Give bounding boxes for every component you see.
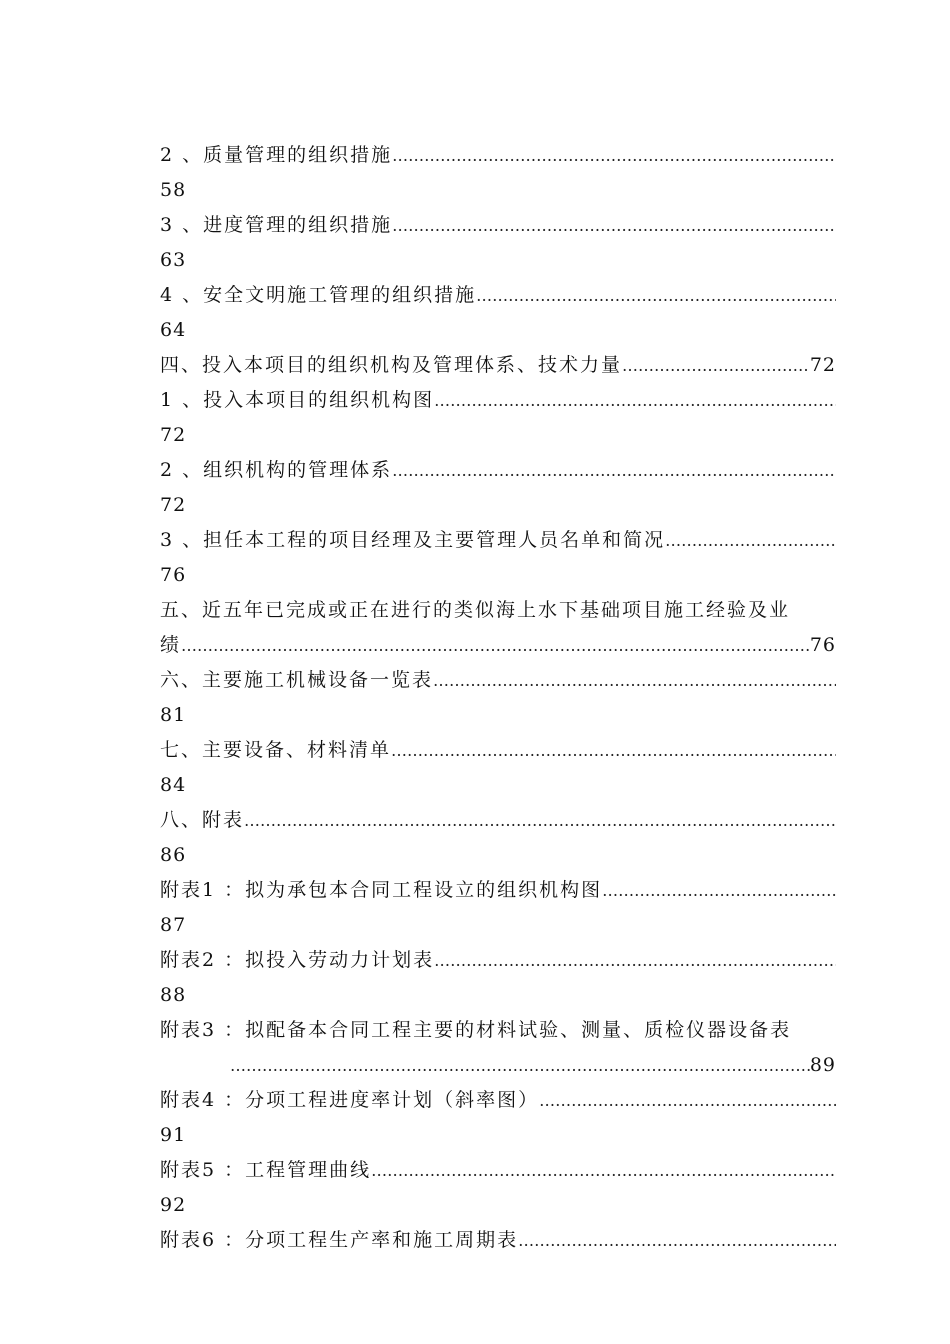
toc-entry-title: 附表4 ：分项工程进度率计划（斜率图） <box>160 1089 540 1111</box>
toc-entry[interactable] <box>160 1153 836 1188</box>
toc-entry-title: 2 、质量管理的组织措施 <box>160 144 393 166</box>
toc-entry[interactable] <box>160 803 836 838</box>
toc-entry[interactable] <box>160 453 836 488</box>
toc-entry[interactable] <box>160 873 836 908</box>
toc-entry-title: 附表2 ：拟投入劳动力计划表 <box>160 949 435 971</box>
toc-entry[interactable] <box>160 733 836 768</box>
toc-leader-dots <box>392 138 836 173</box>
toc-entry[interactable] <box>160 1083 836 1118</box>
toc-entry-page: 92 <box>160 1194 187 1216</box>
toc-leader-dots <box>434 943 836 978</box>
toc-entry[interactable] <box>160 348 836 383</box>
toc-entry-title-cont: 绩 <box>160 634 182 656</box>
toc-entry-page: 86 <box>160 844 187 866</box>
toc-leader-dots <box>539 1083 836 1118</box>
toc-entry-title: 六、主要施工机械设备一览表 <box>160 669 434 691</box>
toc-leader-dots <box>392 453 836 488</box>
toc-entry-title: 附表5 ：工程管理曲线 <box>160 1159 372 1181</box>
toc-leader-dots <box>622 348 810 383</box>
toc-entry-page: 64 <box>160 319 187 341</box>
toc-entry[interactable] <box>160 383 836 418</box>
toc-entry-continuation[interactable] <box>160 1048 836 1083</box>
toc-entry[interactable] <box>160 208 836 243</box>
toc-entry-page: 63 <box>160 249 187 271</box>
toc-entry-title: 附表1 ：拟为承包本合同工程设立的组织机构图 <box>160 879 603 901</box>
toc-entry-title: 2 、组织机构的管理体系 <box>160 459 393 481</box>
toc-entry-page: 76 <box>809 634 836 656</box>
toc-entry[interactable] <box>160 663 836 698</box>
toc-entry-continuation[interactable] <box>160 628 836 663</box>
toc-leader-dots <box>602 873 836 908</box>
toc-leader-dots <box>244 803 836 838</box>
toc-entry[interactable] <box>160 593 836 628</box>
toc-entry-title: 七、主要设备、材料清单 <box>160 739 392 761</box>
toc-entry-page: 81 <box>160 704 187 726</box>
toc-entry-page: 58 <box>160 179 187 201</box>
toc-leader-dots <box>476 278 836 313</box>
toc-entry-page: 84 <box>160 774 187 796</box>
toc-entry-title: 3 、进度管理的组织措施 <box>160 214 393 236</box>
toc-entry-page: 72 <box>160 494 187 516</box>
toc-entry[interactable] <box>160 1013 836 1048</box>
toc-entry-page: 72 <box>160 424 187 446</box>
toc-entry[interactable] <box>160 943 836 978</box>
toc-leader-dots <box>433 663 836 698</box>
toc-entry-title: 3 、担任本工程的项目经理及主要管理人员名单和简况 <box>160 529 666 551</box>
toc-leader-dots <box>371 1153 836 1188</box>
toc-entry-page: 91 <box>160 1124 187 1146</box>
toc-leader-dots <box>230 1048 810 1083</box>
toc-entry-page: 76 <box>160 564 187 586</box>
toc-entry-title: 五、近五年已完成或正在进行的类似海上水下基础项目施工经验及业 <box>160 599 791 621</box>
toc-entry-title: 附表3 ：拟配备本合同工程主要的材料试验、测量、质检仪器设备表 <box>160 1019 792 1041</box>
toc-entry[interactable] <box>160 1223 836 1258</box>
toc-leader-dots <box>434 383 836 418</box>
toc-leader-dots <box>392 208 836 243</box>
toc-entry-page: 72 <box>809 354 836 376</box>
toc-entry-title: 四、投入本项目的组织机构及管理体系、技术力量 <box>160 354 623 376</box>
toc-entry[interactable] <box>160 523 836 558</box>
toc-leader-dots <box>181 628 810 663</box>
toc-entry-page: 88 <box>160 984 187 1006</box>
toc-leader-dots <box>518 1223 836 1258</box>
toc-entry-page: 89 <box>809 1054 836 1076</box>
toc-entry-title: 1 、投入本项目的组织机构图 <box>160 389 435 411</box>
toc-entry[interactable] <box>160 138 836 173</box>
toc-entry[interactable] <box>160 278 836 313</box>
toc-entry-title: 八、附表 <box>160 809 245 831</box>
toc-entry-title: 4 、安全文明施工管理的组织措施 <box>160 284 477 306</box>
toc-leader-dots <box>665 523 836 558</box>
toc-entry-title: 附表6 ：分项工程生产率和施工周期表 <box>160 1229 519 1251</box>
toc-entry-page: 87 <box>160 914 187 936</box>
toc-leader-dots <box>391 733 836 768</box>
table-of-contents <box>160 138 836 1258</box>
